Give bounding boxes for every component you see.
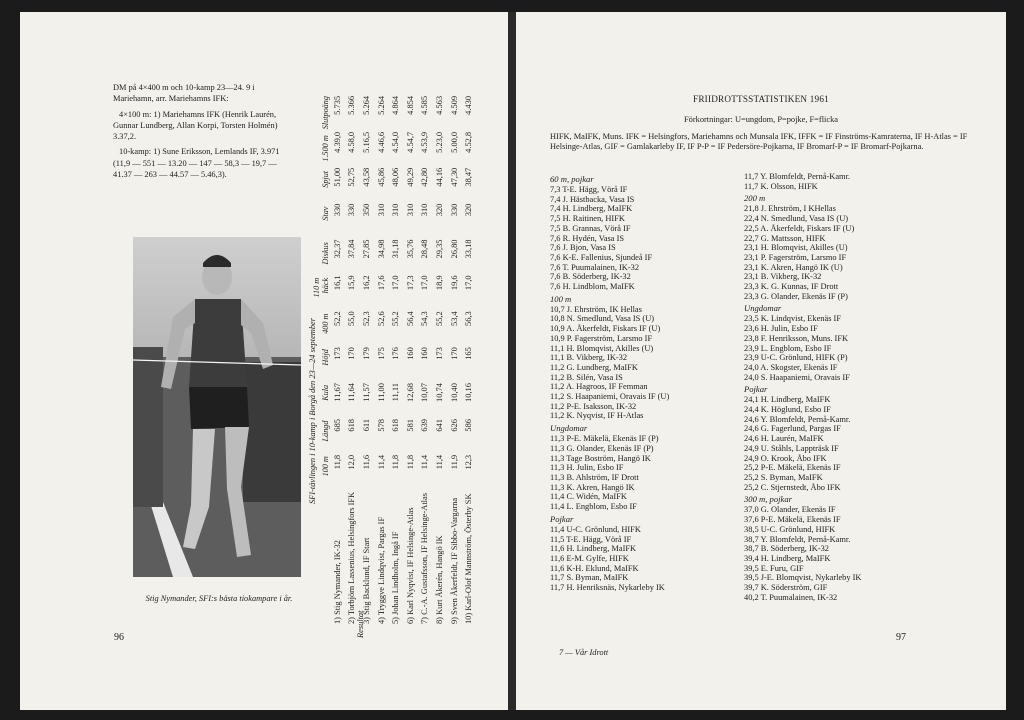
table-header-cell: Kula	[321, 384, 330, 401]
result-entry: 11,3 G. Olander, Ekenäs IF (P)	[550, 443, 654, 453]
result-entry: 24,6 G. Fagerlund, Pargas IF	[744, 424, 841, 434]
result-entry: 23,9 U-C. Grönlund, HIFK (P)	[744, 353, 848, 363]
table-body	[330, 90, 476, 630]
table-cell: 49,29	[405, 167, 415, 187]
table-row	[374, 90, 389, 630]
table-row	[461, 90, 476, 630]
result-entry: 23,5 K. Lindqvist, Ekenäs IF	[744, 314, 842, 324]
table-cell: 51,00	[332, 167, 342, 187]
story-text	[113, 82, 288, 184]
table-cell: 32,37	[332, 239, 342, 259]
table-cell: 170	[449, 347, 459, 360]
result-entry: 11,5 T-E. Hägg, Vörå IF	[550, 534, 632, 544]
result-entry: 23,1 B. Vikberg, IK-32	[744, 272, 822, 282]
table-cell: 578	[376, 419, 386, 432]
table-header-cell: 1.500 m	[321, 135, 330, 162]
athlete-name: 10) Karl-Olof Mannström, Österby SK	[464, 493, 474, 624]
table-cell: 47,30	[449, 167, 459, 187]
table-cell: 12,0	[347, 454, 357, 470]
table-cell: 11,57	[361, 383, 371, 402]
table-cell: 11,6	[361, 454, 371, 470]
table-cell: 5.264	[361, 95, 371, 115]
table-cell: 4.52,8	[464, 131, 474, 153]
table-cell: 11,67	[332, 383, 342, 402]
result-entry: 24,0 S. Haapaniemi, Oravais IF	[744, 372, 850, 382]
table-cell: 641	[434, 419, 444, 432]
statistics-column-1	[550, 172, 735, 593]
table-cell: 11,64	[347, 383, 357, 402]
table-cell: 5.735	[332, 95, 342, 115]
table-cell: 17,3	[405, 275, 415, 291]
section-title: Pojkar	[744, 384, 768, 395]
table-cell: 28,48	[420, 239, 430, 259]
table-cell: 16,2	[361, 275, 371, 291]
table-cell: 4.864	[391, 95, 401, 115]
table-cell: 4.854	[405, 95, 415, 115]
table-cell: 26,80	[449, 239, 459, 259]
section-title: 100 m	[550, 293, 572, 304]
result-entry: 23,3 K. G. Kunnas, IF Drott	[744, 282, 839, 292]
page-footer: 7 — Vår Idrott	[559, 648, 609, 657]
table-header-cell: 100 m	[321, 456, 330, 477]
table-cell: 55,2	[434, 311, 444, 326]
result-entry: 23,1 K. Akren, Hangö IK (U)	[744, 262, 843, 272]
table-cell: 11,8	[332, 454, 342, 470]
result-entry: 22,4 N. Smedlund, Vasa IS (U)	[744, 214, 849, 224]
table-cell: 52,75	[347, 167, 357, 187]
table-header-cell: Slutpoäng	[321, 96, 330, 130]
result-entry: 7,6 T. Puumalainen, IK-32	[550, 262, 640, 272]
abbreviations: Förkortningar: U=ungdom, P=pojke, F=flicka	[684, 115, 838, 124]
table-row	[447, 90, 462, 630]
table-cell: 586	[464, 419, 474, 432]
table-cell: 4.563	[434, 95, 444, 115]
table-cell: 11,11	[391, 383, 401, 402]
story-paragraph: DM på 4×400 m och 10-kamp 23—24. 9 i Mariehamn, arr. Mariehamns IFK:	[113, 83, 255, 104]
table-cell: 330	[347, 203, 357, 217]
table-cell: 34,98	[376, 239, 386, 259]
section-title: 300 m, pojkar	[744, 494, 792, 505]
club-abbreviations: HIFK, MaIFK, Muns. IFK = Helsingfors, Mariehamns och Munsala IFK, IFFK = IF Finströms-Kamraterna, IF H-Atlas = IF Helsinge-Atlas, GIF = Gamlakarleby IF, IF P-P = IF Pedersöre-Pojkarna, IF Bromarf-P = IF Bromarf-Pojkarna.	[550, 132, 968, 152]
table-cell: 4.53,9	[420, 131, 430, 153]
table-cell: 45,86	[376, 167, 386, 187]
table-cell: 11,9	[449, 454, 459, 470]
result-entry: 11,2 B. Silén, Vasa IS	[550, 372, 623, 382]
result-entry: 7,3 T-E. Hägg, Vörå IF	[550, 185, 628, 194]
result-entry: 7,4 J. Hästbacka, Vasa IS	[550, 194, 635, 204]
table-cell: 44,16	[434, 167, 444, 187]
table-cell: 17,0	[391, 275, 401, 291]
result-entry: 23,3 G. Olander, Ekenäs IF (P)	[744, 291, 848, 301]
table-cell: 639	[420, 419, 430, 432]
table-title-text: SFI-tävlingen i 10-kamp i Borgå den 23—24 september	[308, 318, 317, 504]
right-page	[516, 12, 1006, 710]
result-entry: 39,7 K. Söderström, GIF	[744, 583, 828, 593]
table-cell: 5.23,0	[434, 131, 444, 153]
section-title: 200 m	[744, 193, 766, 204]
result-entry: 10,8 N. Smedlund, Vasa IS (U)	[550, 314, 655, 324]
result-entry: 23,8 F. Henriksson, Muns. IFK	[744, 333, 849, 343]
result-entry: 10,7 J. Ehrström, IK Hellas	[550, 304, 642, 314]
book-gutter	[508, 12, 516, 710]
statistics-title: FRIIDROTTSSTATISTIKEN 1961	[693, 94, 829, 104]
table-cell: 5.16,5	[361, 131, 371, 153]
table-cell: 4.58,0	[347, 131, 357, 153]
table-cell: 37,84	[347, 239, 357, 259]
table-cell: 160	[420, 347, 430, 360]
table-cell: 17,0	[464, 275, 474, 291]
table-cell: 53,4	[449, 311, 459, 326]
athlete-name: 2) Torbjörn Lassenius, Helsingfors IFK	[347, 491, 357, 624]
result-entry: 21,8 J. Ehrström, I KHellas	[744, 204, 836, 214]
table-cell: 4.54,7	[405, 131, 415, 153]
result-entry: 11,4 U-C. Grönlund, HIFK	[550, 524, 641, 534]
result-entry: 23,9 L. Engblom, Esbo IF	[744, 343, 832, 353]
table-header-cell: Spjut	[321, 170, 330, 188]
table-cell: 35,76	[405, 239, 415, 259]
table-cell: 5.00,0	[449, 131, 459, 153]
section-title: Ungdomar	[744, 303, 782, 314]
result-entry: 11,2 K. Nyqvist, IF H-Atlas	[550, 411, 644, 421]
table-cell: 173	[332, 347, 342, 360]
table-cell: 626	[449, 419, 459, 432]
table-cell: 5.264	[376, 95, 386, 115]
result-entry: 24,9 O. Krook, Åbo IFK	[744, 453, 827, 463]
left-page	[20, 12, 508, 710]
table-cell: 48,06	[391, 167, 401, 187]
result-entry: 25,2 S. Byman, MaIFK	[744, 472, 823, 482]
table-cell: 179	[361, 347, 371, 360]
result-entry: 11,6 K-H. Eklund, MaIFK	[550, 563, 639, 573]
table-cell: 320	[434, 203, 444, 217]
athlete-name: 4) Tryggve Lindqvist, Pargas IF	[376, 516, 386, 624]
table-cell: 42,80	[420, 167, 430, 187]
table-cell: 618	[391, 419, 401, 432]
section-title: Pojkar	[550, 513, 574, 524]
table-row	[330, 90, 345, 630]
table-cell: 10,16	[464, 383, 474, 402]
athlete-name: 8) Kurt Åkerén, Hangö IK	[434, 535, 444, 624]
section-title: Ungdomar	[550, 423, 588, 434]
result-entry: 38,7 B. Söderberg, IK-32	[744, 544, 829, 554]
result-entry: 11,4 C. Widén, MaIFK	[550, 492, 627, 502]
table-cell: 11,8	[405, 454, 415, 470]
table-cell: 43,58	[361, 167, 371, 187]
section-title: 60 m, pojkar	[550, 174, 594, 184]
table-cell: 33,18	[464, 239, 474, 259]
table-cell: 56,4	[405, 311, 415, 326]
athlete-name: 9) Sven Åkerfeldt, IF Sibbo-Vargarna	[449, 497, 459, 624]
result-entry: 38,7 Y. Blomfeldt, Pernå-Kamr.	[744, 534, 851, 544]
table-cell: 52,3	[361, 311, 371, 326]
result-entry: 7,5 B. Grannas, Vörå IF	[550, 223, 631, 233]
table-cell: 4.585	[420, 95, 430, 115]
result-entry: 7,6 H. Lindblom, MaIFK	[550, 282, 635, 292]
table-cell: 18,9	[434, 275, 444, 291]
result-entry: 7,6 B. Söderberg, IK-32	[550, 272, 631, 282]
athlete-name: 3) Stig Backlund, IF Start	[361, 537, 371, 624]
result-entry: 24,0 A. Skogster, Ekenäs IF	[744, 362, 838, 372]
table-cell: 611	[361, 419, 371, 432]
table-cell: 4.46,6	[376, 131, 386, 153]
result-entry: 7,5 H. Raitinen, HIFK	[550, 214, 625, 224]
table-row	[388, 90, 403, 630]
result-entry: 23,1 P. Fagerström, Larsmo IF	[744, 252, 847, 262]
athlete-name: 7) C.-A. Gustafsson, IF Helsinge-Atlas	[420, 493, 430, 624]
result-entry: 11,7 K. Olsson, HIFK	[744, 181, 818, 191]
page-number: 96	[114, 632, 124, 643]
result-entry: 25,2 P-E. Mäkelä, Ekenäs IF	[744, 463, 841, 473]
story-paragraph: 10-kamp: 1) Sune Eriksson, Lemlands IF, 3.971 (11,9 — 551 — 13.20 — 147 — 58,3 — 19,7 — 41.37 — 263 — 44.57 — 5.46,3).	[113, 147, 280, 180]
statistics-column-2	[744, 172, 989, 602]
result-entry: 11,2 P-E. Isaksson, IK-32	[550, 401, 637, 411]
result-entry: 11,3 B. Ahlström, IF Drott	[550, 472, 639, 482]
result-entry: 11,7 Y. Blomfeldt, Pernå-Kamr.	[744, 172, 850, 181]
table-cell: 330	[332, 203, 342, 217]
result-entry: 24,1 H. Lindberg, MaIFK	[744, 395, 831, 405]
result-entry: 11,3 Tage Boström, Hangö IK	[550, 453, 651, 463]
result-entry: 7,6 J. Bjon, Vasa IS	[550, 243, 616, 253]
table-cell: 11,8	[391, 454, 401, 470]
table-row	[432, 90, 447, 630]
table-cell: 320	[464, 203, 474, 217]
result-entry: 39,5 E. Furu, GIF	[744, 563, 804, 573]
table-cell: 4.509	[449, 95, 459, 115]
table-cell: 11,4	[376, 454, 386, 470]
table-header	[308, 90, 330, 630]
table-cell: 12,3	[464, 454, 474, 470]
table-cell: 16,1	[332, 275, 342, 291]
result-label-text: Resultat	[356, 610, 365, 638]
table-cell: 170	[347, 347, 357, 360]
result-entry: 10,9 P. Fagerström, Larsmo IF	[550, 333, 653, 343]
table-cell: 173	[434, 347, 444, 360]
table-cell: 15,9	[347, 275, 357, 291]
result-entry: 11,3 P-E. Mäkelä, Ekenäs IF (P)	[550, 434, 659, 444]
result-entry: 24,9 U. Ståhls, Lappträsk IF	[744, 443, 839, 453]
table-cell: 310	[405, 203, 415, 217]
table-cell: 685	[332, 419, 342, 432]
table-cell: 19,6	[449, 275, 459, 291]
table-cell: 176	[391, 347, 401, 360]
table-cell: 310	[376, 203, 386, 217]
table-cell: 55,0	[347, 311, 357, 326]
result-entry: 7,6 K-E. Fallenius, Sjundeå IF	[550, 252, 653, 262]
result-entry: 10,9 A. Åkerfeldt, Fiskars IF (U)	[550, 324, 661, 334]
athlete-name: 6) Karl Nyqvist, IF Helsinge-Atlas	[405, 507, 415, 624]
result-entry: 7,6 R. Hydén, Vasa IS	[550, 233, 625, 243]
result-entry: 11,1 B. Vikberg, IK-32	[550, 353, 628, 363]
result-entry: 11,2 G. Lundberg, MaIFK	[550, 362, 638, 372]
table-cell: 10,74	[434, 383, 444, 402]
table-header-cell: Höjd	[321, 349, 330, 366]
table-cell: 310	[391, 203, 401, 217]
result-entry: 7,4 H. Lindberg, MaIFK	[550, 204, 633, 214]
table-cell: 11,4	[420, 454, 430, 470]
result-entry: 11,6 H. Lindberg, MaIFK	[550, 544, 637, 554]
result-entry: 25,2 C. Stjernstedt, Åbo IFK	[744, 482, 841, 492]
result-entry: 24,4 K. Höglund, Esbo IF	[744, 405, 831, 415]
result-entry: 11,1 H. Blomqvist, Akilles (U)	[550, 343, 654, 353]
athlete-name: 1) Stig Nymander, IK-32	[332, 540, 342, 624]
table-cell: 17,6	[376, 275, 386, 291]
table-header-cell: 400 m	[321, 313, 330, 334]
result-entry: 39,5 J-E. Blomqvist, Nykarleby IK	[744, 573, 862, 583]
result-entry: 37,6 P-E. Mäkelä, Ekenäs IF	[744, 515, 841, 525]
result-entry: 11,2 S. Haapaniemi, Oravais IF (U)	[550, 392, 670, 402]
table-cell: 350	[361, 203, 371, 217]
result-entry: 11,2 A. Hagroos, IF Femman	[550, 382, 648, 392]
result-entry: 22,7 G. Mattsson, HIFK	[744, 233, 826, 243]
result-entry: 37,0 G. Olander, Ekenäs IF	[744, 505, 836, 515]
result-entry: 23,6 H. Julin, Esbo IF	[744, 324, 818, 334]
table-cell: 11,4	[434, 454, 444, 470]
result-entry: 11,3 H. Julin, Esbo IF	[550, 463, 624, 473]
table-row	[403, 90, 418, 630]
result-entry: 11,7 H. Henriksnäs, Nykarleby IK	[550, 583, 665, 593]
table-cell: 165	[464, 347, 474, 360]
result-entry: 23,1 H. Blomqvist, Akilles (U)	[744, 243, 848, 253]
table-cell: 29,35	[434, 239, 444, 259]
decathlon-table-rotated	[308, 90, 508, 630]
table-cell: 56,3	[464, 311, 474, 326]
table-cell: 38,47	[464, 167, 474, 187]
result-entry: 24,6 Y. Blomfeldt, Pernå-Kamr.	[744, 414, 851, 424]
table-cell: 4.430	[464, 95, 474, 115]
table-cell: 31,18	[391, 239, 401, 259]
result-entry: 11,3 K. Akren, Hangö IK	[550, 482, 635, 492]
result-entry: 11,6 E-M. Gylfe, HIFK	[550, 553, 629, 563]
photo-caption: Stig Nymander, SFI:s bästa tiokampare i år.	[145, 594, 293, 603]
table-cell: 175	[376, 347, 386, 360]
result-entry: 22,5 A. Åkerfeldt, Fiskars IF (U)	[744, 223, 855, 233]
result-entry: 24,6 H. Laurén, MaIFK	[744, 434, 824, 444]
table-row	[359, 90, 374, 630]
result-entry: 39,4 H. Lindberg, MaIFK	[744, 553, 831, 563]
table-header-cell: Längd	[321, 420, 330, 442]
table-cell: 11,00	[376, 383, 386, 402]
table-cell: 52,6	[376, 311, 386, 326]
table-cell: 5.366	[347, 95, 357, 115]
table-cell: 27,85	[361, 239, 371, 259]
athlete-photo	[133, 237, 301, 577]
decathlon-table	[308, 90, 508, 630]
table-cell: 330	[449, 203, 459, 217]
table-cell: 4.54,0	[391, 131, 401, 153]
table-cell: 4.39,0	[332, 131, 342, 153]
result-entry: 38,5 U-C. Grönlund, HIFK	[744, 524, 836, 534]
table-row	[345, 90, 360, 630]
result-entry: 11,4 L. Engblom, Esbo IF	[550, 502, 637, 512]
table-cell: 17,0	[420, 275, 430, 291]
athlete-name: 5) Johan Lindholm, Ingå IF	[391, 531, 401, 624]
table-cell: 310	[420, 203, 430, 217]
table-header-cell: 110 m häck	[312, 277, 330, 298]
table-row	[418, 90, 433, 630]
page-number: 97	[896, 632, 906, 643]
table-cell: 55,2	[391, 311, 401, 326]
table-cell: 10,07	[420, 383, 430, 402]
result-entry: 11,7 S. Byman, MaIFK	[550, 573, 629, 583]
table-header-cell: Stav	[321, 206, 330, 221]
table-cell: 52,2	[332, 311, 342, 326]
table-cell: 12,68	[405, 383, 415, 402]
table-cell: 160	[405, 347, 415, 360]
story-paragraph: 4×100 m: 1) Mariehamns IFK (Henrik Laurén, Gunnar Lundberg, Allan Korpi, Torsten Holmén) 3.37,2.	[113, 109, 278, 142]
table-header-cell: Diskus	[321, 242, 330, 265]
table-cell: 618	[347, 419, 357, 432]
table-cell: 54,3	[420, 311, 430, 326]
table-cell: 581	[405, 419, 415, 432]
table-cell: 10,40	[449, 383, 459, 402]
result-entry: 40,2 T. Puumalainen, IK-32	[744, 592, 838, 602]
